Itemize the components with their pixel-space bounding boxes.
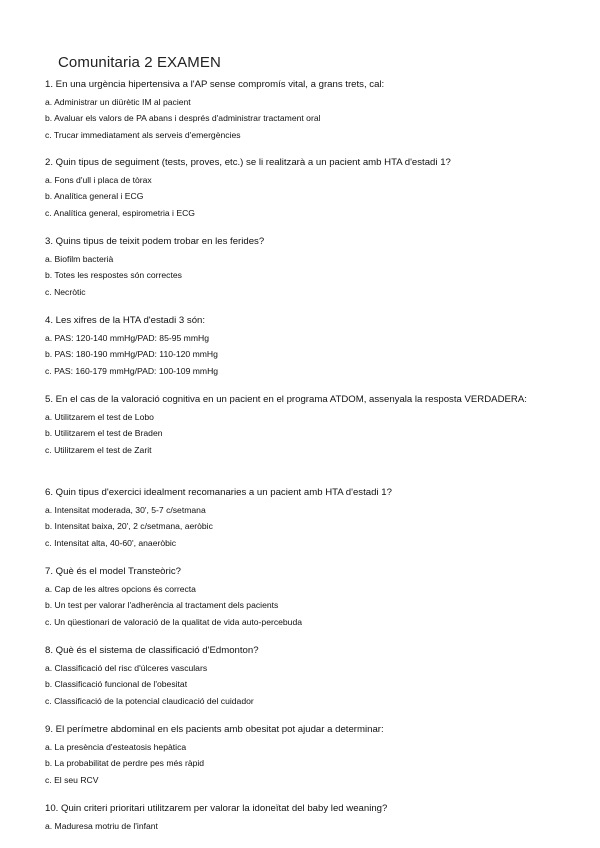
question-text: 2. Quin tipus de seguiment (tests, proves, etc.) se li realitzarà a un pacient amb HTA d'estadi 1?: [45, 157, 451, 168]
question-text: 1. En una urgència hipertensiva a l'AP sense compromís vital, a grans trets, cal:: [45, 79, 385, 90]
option-b: b. Avaluar els valors de PA abans i després d'administrar tractament oral: [45, 113, 321, 123]
question-text: 9. El perímetre abdominal en els pacients amb obesitat pot ajudar a determinar:: [45, 724, 384, 735]
question-4: [45, 314, 565, 377]
question-6: [45, 486, 565, 549]
question-text: 10. Quin criteri prioritari utilitzarem per valorar la idoneïtat del baby led weaning?: [45, 803, 388, 814]
question-text: 6. Quin tipus d'exercici idealment recomanaries a un pacient amb HTA d'estadi 1?: [45, 487, 392, 498]
option-a: a. Utilitzarem el test de Lobo: [45, 411, 154, 422]
option-c: c. PAS: 160-179 mmHg/PAD: 100-109 mmHg: [45, 365, 219, 376]
option-a: a. Biofilm bacterià: [45, 253, 114, 264]
question-3: [45, 235, 565, 298]
option-b: b. Intensitat baixa, 20', 2 c/setmana, aeròbic: [45, 521, 213, 531]
option-c: c. El seu RCV: [45, 774, 99, 785]
question-5: [45, 393, 565, 456]
option-a: a. PAS: 120-140 mmHg/PAD: 85-95 mmHg: [45, 332, 209, 343]
option-c: c. Intensitat alta, 40-60', anaeròbic: [45, 537, 177, 548]
question-text: 8. Què és el sistema de classificació d'Edmonton?: [45, 645, 259, 656]
option-a: a. La presència d'esteatosis hepàtica: [45, 741, 187, 752]
option-c: c. Un qüestionari de valoració de la qualitat de vida auto-percebuda: [45, 616, 303, 627]
question-7: [45, 565, 565, 628]
question-2: [45, 156, 565, 219]
option-b: b. Classificació funcional de l'obesitat: [45, 679, 188, 689]
option-a: a. Maduresa motriu de l'infant: [45, 820, 158, 831]
question-text: 3. Quins tipus de teixit podem trobar en les ferides?: [45, 236, 265, 247]
option-a: a. Administrar un diürètic IM al pacient: [45, 96, 191, 107]
document-title: Comunitaria 2 EXAMEN: [58, 54, 221, 71]
option-c: c. Necròtic: [45, 286, 86, 297]
option-b: b. La probabilitat de perdre pes més ràpid: [45, 758, 205, 768]
question-9: [45, 723, 565, 786]
option-b: b. PAS: 180-190 mmHg/PAD: 110-120 mmHg: [45, 349, 218, 359]
question-8: [45, 644, 565, 707]
question-text: 4. Les xifres de la HTA d'estadi 3 són:: [45, 315, 206, 326]
option-c: c. Classificació de la potencial claudicació del cuidador: [45, 695, 254, 706]
option-b: b. Analítica general i ECG: [45, 191, 144, 201]
question-1: [45, 78, 565, 141]
question-text: 7. Què és el model Transteòric?: [45, 566, 181, 577]
option-c: c. Analítica general, espirometria i ECG: [45, 207, 195, 218]
option-b: b. Totes les respostes són correctes: [45, 270, 182, 280]
option-a: a. Fons d'ull i placa de tòrax: [45, 174, 152, 185]
option-b: b. Un test per valorar l'adherència al tractament dels pacients: [45, 600, 279, 610]
question-10: [45, 802, 565, 832]
option-c: c. Trucar immediatament als serveis d'emergències: [45, 129, 241, 140]
option-c: c. Utilitzarem el test de Zarit: [45, 444, 152, 455]
option-a: a. Intensitat moderada, 30', 5-7 c/setmana: [45, 504, 206, 515]
option-a: a. Classificació del risc d'úlceres vasculars: [45, 662, 208, 673]
option-a: a. Cap de les altres opcions és correcta: [45, 583, 196, 594]
question-text: 5. En el cas de la valoració cognitiva en un pacient en el programa ATDOM, assenyala la resposta VERDADERA:: [45, 394, 527, 405]
option-b: b. Utilitzarem el test de Braden: [45, 428, 163, 438]
